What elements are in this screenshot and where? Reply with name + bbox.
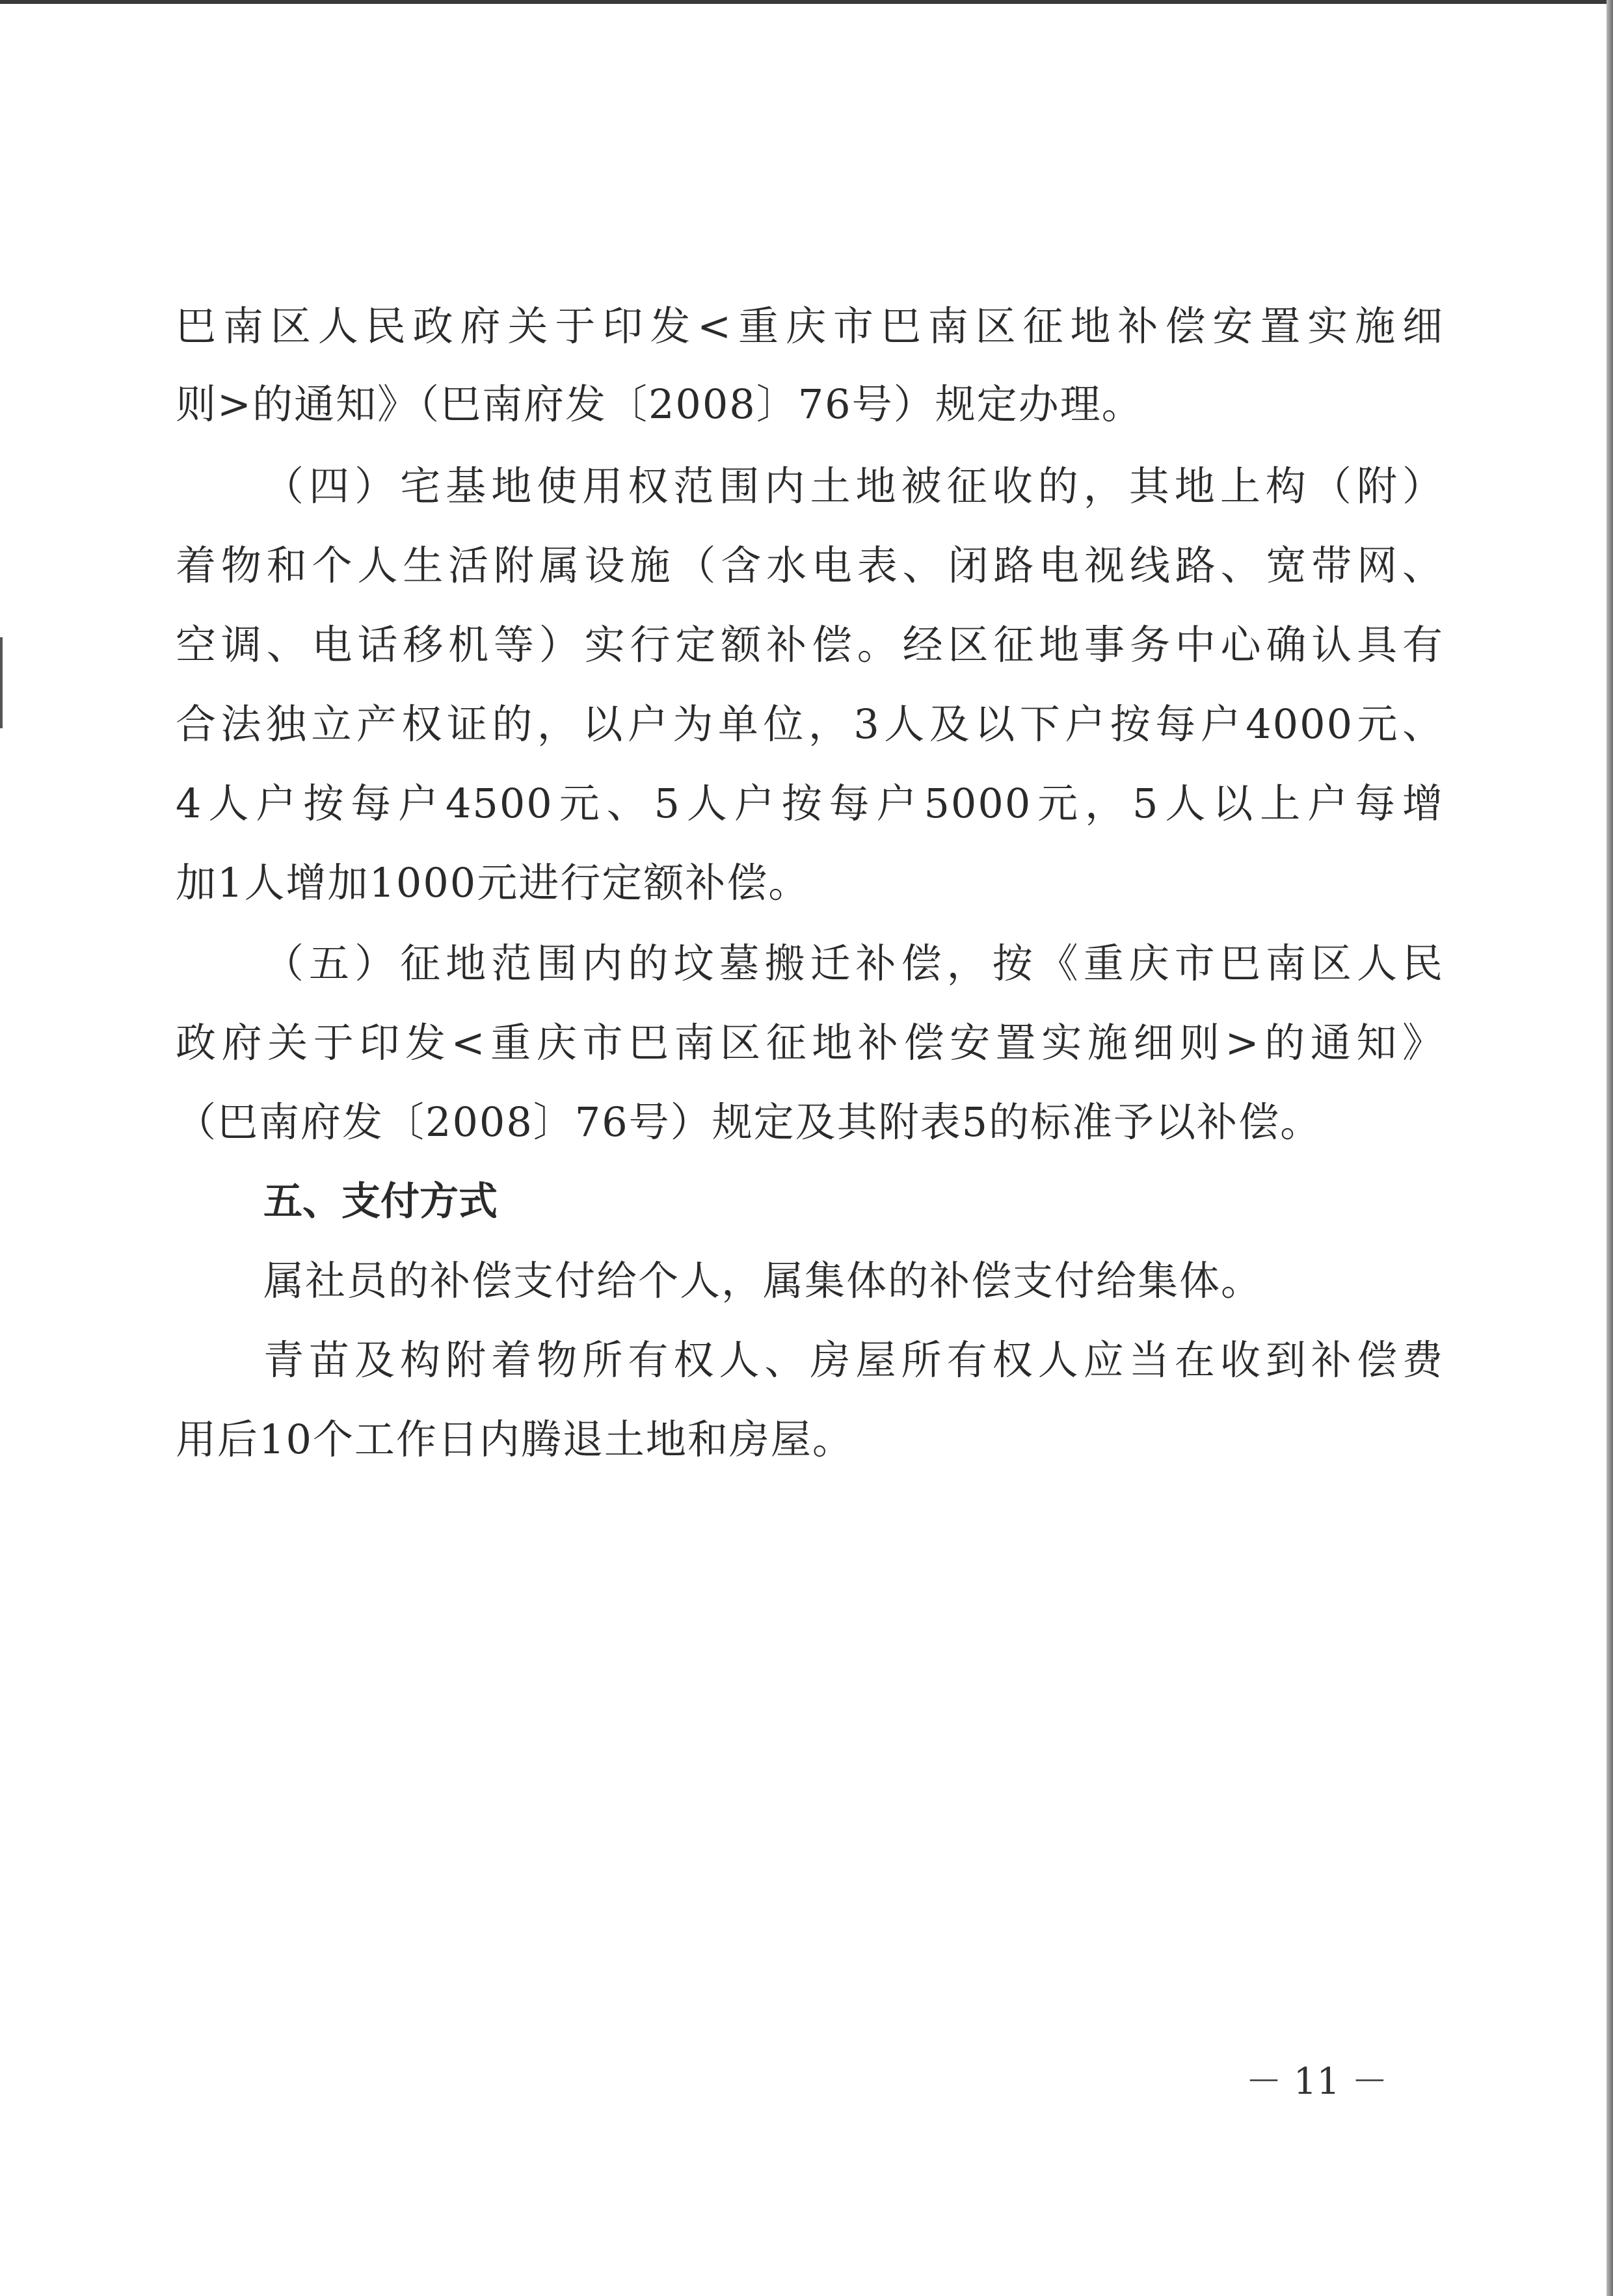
body-line: 合法独立产权证的，以户为单位，3人及以下户按每户4000元、	[176, 700, 1444, 748]
paragraph-5-start: （五）征地范围内的坟墓搬迁补偿，按《重庆市巴南区人民	[263, 940, 1444, 987]
scan-edge-left	[0, 637, 3, 728]
body-line: 用后10个工作日内腾退土地和房屋。	[176, 1416, 854, 1463]
body-line: 政府关于印发<重庆市巴南区征地补偿安置实施细则>的通知》	[176, 1019, 1444, 1066]
body-line: 则>的通知》（巴南府发〔2008〕76号）规定办理。	[176, 380, 1143, 428]
body-line: 青苗及构附着物所有权人、房屋所有权人应当在收到补偿费	[263, 1336, 1444, 1384]
body-line: 空调、电话移机等）实行定额补偿。经区征地事务中心确认具有	[176, 621, 1444, 668]
page-number: － 11 －	[1246, 2061, 1388, 2103]
scan-edge-top	[0, 0, 1613, 4]
paragraph-4-start: （四）宅基地使用权范围内土地被征收的，其地上构（附）	[263, 462, 1444, 510]
body-line: 加1人增加1000元进行定额补偿。	[176, 859, 810, 906]
body-line: 属社员的补偿支付给个人，属集体的补偿支付给集体。	[263, 1257, 1263, 1304]
body-line: 4人户按每户4500元、5人户按每户5000元，5人以上户每增	[176, 780, 1444, 827]
body-line: 着物和个人生活附属设施（含水电表、闭路电视线路、宽带网、	[176, 542, 1444, 589]
section-heading: 五、支付方式	[263, 1179, 498, 1224]
body-line: （巴南府发〔2008〕76号）规定及其附表5的标准予以补偿。	[176, 1098, 1322, 1146]
body-line: 巴南区人民政府关于印发<重庆市巴南区征地补偿安置实施细	[176, 302, 1444, 350]
scan-edge-right	[1606, 0, 1613, 2296]
